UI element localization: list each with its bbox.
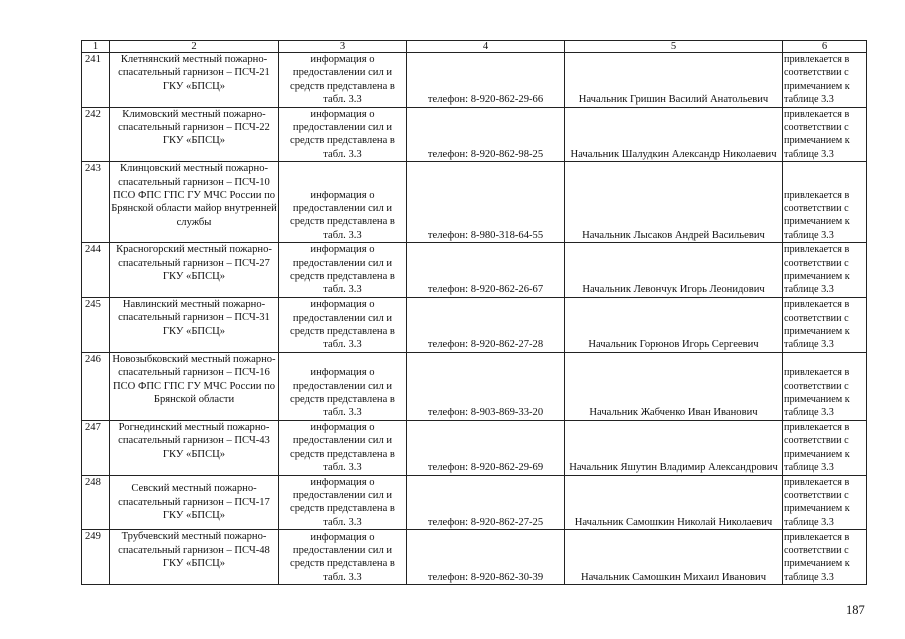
forces-info: информация о предоставлении сил и средств представлена в табл. 3.3 xyxy=(279,162,407,243)
garrison-name: Рогнединский местный пожарно-спасательный гарнизон – ПСЧ-43 ГКУ «БПСЦ» xyxy=(110,420,279,475)
forces-info: информация о предоставлении сил и средств представлена в табл. 3.3 xyxy=(279,297,407,352)
garrison-table xyxy=(81,40,867,585)
table-row xyxy=(82,420,867,475)
note-text: привлекается в соответствии с примечанием к таблице 3.3 xyxy=(783,107,867,162)
column-header: 3 xyxy=(279,41,407,53)
forces-info: информация о предоставлении сил и средств представлена в табл. 3.3 xyxy=(279,107,407,162)
note-text: привлекается в соответствии с примечанием к таблице 3.3 xyxy=(783,530,867,585)
phone-number: телефон: 8-920-862-29-69 xyxy=(407,420,565,475)
chief-name: Начальник Шалудкин Александр Николаевич xyxy=(565,107,783,162)
table-row xyxy=(82,162,867,243)
garrison-name: Севский местный пожарно-спасательный гарнизон – ПСЧ-17 ГКУ «БПСЦ» xyxy=(110,475,279,530)
forces-info: информация о предоставлении сил и средств представлена в табл. 3.3 xyxy=(279,475,407,530)
table-row xyxy=(82,530,867,585)
note-text: привлекается в соответствии с примечанием к таблице 3.3 xyxy=(783,420,867,475)
column-header: 1 xyxy=(82,41,110,53)
header-row xyxy=(82,41,867,53)
column-header: 6 xyxy=(783,41,867,53)
garrison-name: Новозыбковский местный пожарно-спасательный гарнизон – ПСЧ-16 ПСО ФПС ГПС ГУ МЧС России по Брянской области xyxy=(110,352,279,420)
note-text: привлекается в соответствии с примечанием к таблице 3.3 xyxy=(783,352,867,420)
garrison-name: Трубчевский местный пожарно-спасательный гарнизон – ПСЧ-48 ГКУ «БПСЦ» xyxy=(110,530,279,585)
row-number: 244 xyxy=(82,243,110,298)
row-number: 242 xyxy=(82,107,110,162)
forces-info: информация о предоставлении сил и средств представлена в табл. 3.3 xyxy=(279,352,407,420)
column-header: 2 xyxy=(110,41,279,53)
row-number: 248 xyxy=(82,475,110,530)
phone-number: телефон: 8-920-862-30-39 xyxy=(407,530,565,585)
column-header: 4 xyxy=(407,41,565,53)
chief-name: Начальник Яшутин Владимир Александрович xyxy=(565,420,783,475)
forces-info: информация о предоставлении сил и средств представлена в табл. 3.3 xyxy=(279,243,407,298)
phone-number: телефон: 8-920-862-27-28 xyxy=(407,297,565,352)
chief-name: Начальник Гришин Василий Анатольевич xyxy=(565,53,783,108)
row-number: 249 xyxy=(82,530,110,585)
phone-number: телефон: 8-920-862-27-25 xyxy=(407,475,565,530)
column-header: 5 xyxy=(565,41,783,53)
chief-name: Начальник Левончук Игорь Леонидович xyxy=(565,243,783,298)
phone-number: телефон: 8-903-869-33-20 xyxy=(407,352,565,420)
chief-name: Начальник Самошкин Михаил Иванович xyxy=(565,530,783,585)
page-number: 187 xyxy=(846,603,865,617)
garrison-name: Клинцовский местный пожарно-спасательный гарнизон – ПСЧ-10 ПСО ФПС ГПС ГУ МЧС России по Брянской области майор внутренней службы xyxy=(110,162,279,243)
table-row xyxy=(82,475,867,530)
forces-info: информация о предоставлении сил и средств представлена в табл. 3.3 xyxy=(279,530,407,585)
garrison-name: Климовский местный пожарно-спасательный гарнизон – ПСЧ-22 ГКУ «БПСЦ» xyxy=(110,107,279,162)
row-number: 246 xyxy=(82,352,110,420)
phone-number: телефон: 8-920-862-29-66 xyxy=(407,53,565,108)
chief-name: Начальник Горюнов Игорь Сергеевич xyxy=(565,297,783,352)
table-row xyxy=(82,243,867,298)
note-text: привлекается в соответствии с примечанием к таблице 3.3 xyxy=(783,243,867,298)
row-number: 247 xyxy=(82,420,110,475)
row-number: 243 xyxy=(82,162,110,243)
phone-number: телефон: 8-980-318-64-55 xyxy=(407,162,565,243)
table-row xyxy=(82,53,867,108)
note-text: привлекается в соответствии с примечанием к таблице 3.3 xyxy=(783,162,867,243)
chief-name: Начальник Лысаков Андрей Васильевич xyxy=(565,162,783,243)
phone-number: телефон: 8-920-862-98-25 xyxy=(407,107,565,162)
chief-name: Начальник Самошкин Николай Николаевич xyxy=(565,475,783,530)
note-text: привлекается в соответствии с примечанием к таблице 3.3 xyxy=(783,297,867,352)
table-row xyxy=(82,352,867,420)
garrison-name: Красногорский местный пожарно-спасательный гарнизон – ПСЧ-27 ГКУ «БПСЦ» xyxy=(110,243,279,298)
row-number: 241 xyxy=(82,53,110,108)
note-text: привлекается в соответствии с примечанием к таблице 3.3 xyxy=(783,53,867,108)
garrison-name: Клетнянский местный пожарно-спасательный гарнизон – ПСЧ-21 ГКУ «БПСЦ» xyxy=(110,53,279,108)
forces-info: информация о предоставлении сил и средств представлена в табл. 3.3 xyxy=(279,420,407,475)
table-row xyxy=(82,107,867,162)
phone-number: телефон: 8-920-862-26-67 xyxy=(407,243,565,298)
table-row xyxy=(82,297,867,352)
garrison-name: Навлинский местный пожарно-спасательный гарнизон – ПСЧ-31 ГКУ «БПСЦ» xyxy=(110,297,279,352)
note-text: привлекается в соответствии с примечанием к таблице 3.3 xyxy=(783,475,867,530)
forces-info: информация о предоставлении сил и средств представлена в табл. 3.3 xyxy=(279,53,407,108)
chief-name: Начальник Жабченко Иван Иванович xyxy=(565,352,783,420)
row-number: 245 xyxy=(82,297,110,352)
